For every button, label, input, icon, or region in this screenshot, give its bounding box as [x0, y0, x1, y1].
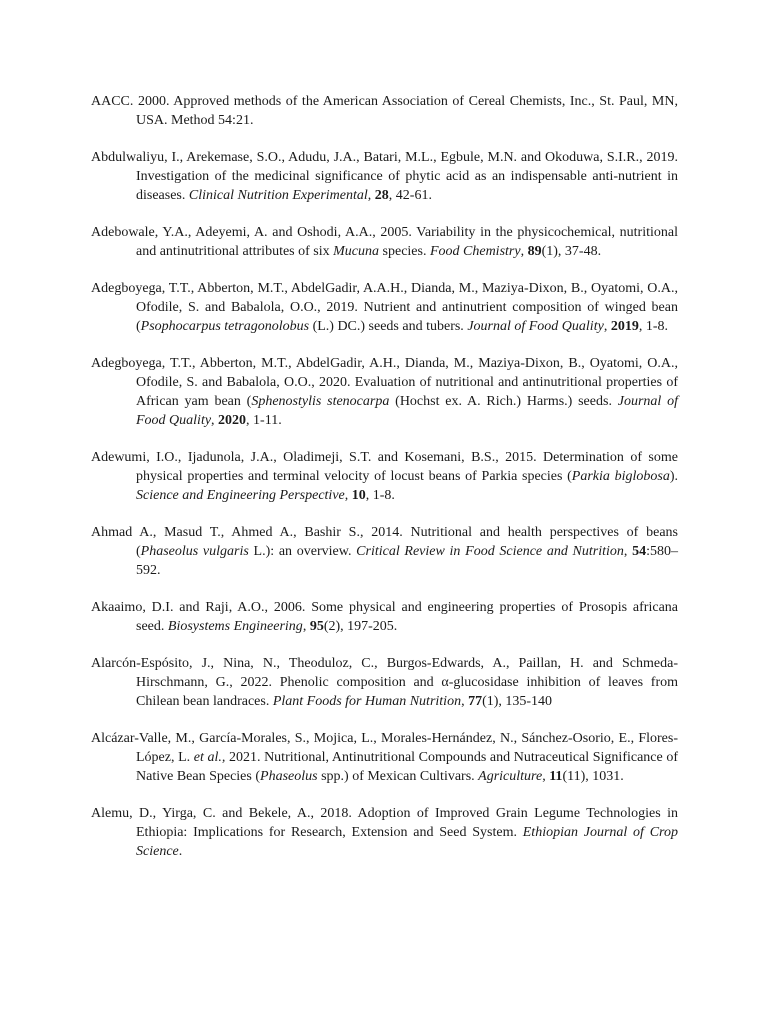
- reference-text: ,: [344, 488, 352, 504]
- reference-text: ,: [542, 769, 550, 784]
- italic-text: Ethiopian Journal of Crop Science: [136, 824, 678, 859]
- reference-text: ,: [520, 244, 528, 259]
- bold-text: 2020: [218, 413, 247, 429]
- reference-entry: [91, 92, 678, 130]
- italic-text: Phaseolus: [260, 769, 318, 784]
- italic-text: Psophocarpus tetragonolobus: [140, 319, 310, 334]
- reference-entry: [91, 279, 678, 337]
- reference-text: , 1-8.: [638, 319, 668, 334]
- italic-text: Critical Review in Food Science and Nutrition: [356, 544, 624, 559]
- reference-text: ,: [623, 544, 633, 559]
- reference-text: Ahmad A., Masud T., Ahmed A., Bashir S., 2014. Nutritional and health perspectives of beans (: [91, 524, 678, 559]
- reference-text: :580–592.: [136, 544, 679, 579]
- reference-text: ).: [669, 469, 678, 484]
- reference-text: ,: [461, 694, 469, 709]
- reference-text: species.: [379, 244, 430, 259]
- reference-text: Adegboyega, T.T., Abberton, M.T., AbdelGadir, A.A.H., Dianda, M., Maziya-Dixon, B., Oyatomi, O.A., Ofodile, S. and Babalola, O.O., 2019. Nutrient and antinutrient composition of winged bean (: [91, 280, 678, 334]
- italic-text: Journal of Food Quality: [467, 319, 604, 334]
- reference-text: (Hochst ex. A. Rich.) Harms.) seeds.: [389, 394, 618, 409]
- italic-text: Journal of Food Quality: [136, 394, 678, 429]
- italic-text: Plant Foods for Human Nutrition: [272, 694, 462, 709]
- italic-text: et al.,: [193, 749, 226, 765]
- bold-text: 89: [527, 244, 542, 259]
- reference-text: AACC. 2000. Approved methods of the American Association of Cereal Chemists, Inc., St. Paul, MN, USA. Method 54:21.: [91, 94, 678, 129]
- reference-text: , 1-8.: [365, 488, 395, 504]
- reference-text: spp.) of Mexican Cultivars.: [317, 769, 479, 784]
- reference-text: ,: [302, 619, 310, 634]
- reference-text: L.): an overview.: [248, 544, 357, 559]
- reference-text: (11), 1031.: [562, 769, 624, 784]
- reference-text: Akaaimo, D.I. and Raji, A.O., 2006. Some physical and engineering properties of Prosopis africana seed.: [91, 599, 678, 634]
- reference-entry: [91, 598, 678, 636]
- reference-text: 2021. Nutritional, Antinutritional Compounds and Nutraceutical Significance of Native Bean Species (: [136, 749, 679, 784]
- reference-text: ,: [367, 188, 375, 204]
- reference-text: Adewumi, I.O., Ijadunola, J.A., Oladimeji, S.T. and Kosemani, B.S., 2015. Determination of some physical properties and terminal velocity of locust beans of Parkia species (: [91, 449, 678, 484]
- bold-text: 10: [351, 488, 366, 504]
- bold-text: 2019: [610, 319, 639, 334]
- reference-entry: [91, 448, 678, 506]
- reference-text: (1), 135-140: [482, 694, 553, 709]
- reference-entry: [91, 148, 678, 206]
- italic-text: Agriculture: [478, 769, 543, 784]
- bold-text: 77: [468, 694, 483, 709]
- reference-text: Adebowale, Y.A., Adeyemi, A. and Oshodi, A.A., 2005. Variability in the physicochemical, nutritional and antinutritional attributes of six: [91, 224, 678, 259]
- bold-text: 95: [309, 619, 324, 634]
- reference-entry: [91, 729, 678, 787]
- bold-text: 54: [632, 544, 647, 559]
- reference-text: .: [178, 844, 183, 859]
- reference-list: [91, 92, 678, 879]
- italic-text: Clinical Nutrition Experimental: [188, 188, 368, 204]
- reference-text: Alcázar-Valle, M., García-Morales, S., Mojica, L., Morales-Hernández, N., Sánchez-Osorio, E., Flores-López, L.: [91, 730, 678, 765]
- reference-entry: [91, 523, 678, 581]
- bold-text: 11: [549, 769, 563, 784]
- reference-text: (1), 37-48.: [541, 244, 602, 259]
- reference-text: , 1-11.: [246, 413, 282, 429]
- reference-entry: [91, 223, 678, 261]
- reference-text: Alarcón-Espósito, J., Nina, N., Theoduloz, C., Burgos-Edwards, A., Paillan, H. and Schmeda-Hirschmann, G., 2022. Phenolic composition and α-glucosidase inhibition of leaves from Chilean bean landraces.: [91, 655, 678, 709]
- italic-text: Parkia biglobosa: [571, 469, 670, 484]
- italic-text: Science and Engineering Perspective: [136, 488, 345, 504]
- reference-text: Alemu, D., Yirga, C. and Bekele, A., 2018. Adoption of Improved Grain Legume Technologies in Ethiopia: Implications for Research, Extension and Seed System.: [91, 805, 678, 840]
- reference-entry: [91, 654, 678, 712]
- reference-text: ,: [603, 319, 611, 334]
- reference-text: (L.) DC.) seeds and tubers.: [309, 319, 468, 334]
- italic-text: Food Chemistry: [429, 244, 521, 259]
- reference-text: , 42-61.: [388, 188, 432, 204]
- reference-entry: [91, 354, 678, 431]
- italic-text: Mucuna: [333, 244, 380, 259]
- reference-entry: [91, 804, 678, 862]
- reference-text: Abdulwaliyu, I., Arekemase, S.O., Adudu, J.A., Batari, M.L., Egbule, M.N. and Okoduwa, S.I.R., 2019. Investigation of the medicinal significance of phytic acid as an indispensable anti-nutrient in diseases.: [91, 149, 678, 204]
- reference-text: Adegboyega, T.T., Abberton, M.T., AbdelGadir, A.H., Dianda, M., Maziya-Dixon, B., Oyatomi, O.A., Ofodile, S. and Babalola, O.O., 2020. Evaluation of nutritional and antinutritional properties of African yam bean (: [91, 355, 678, 409]
- reference-text: (2), 197-205.: [323, 619, 398, 634]
- italic-text: Biosystems Engineering: [167, 619, 303, 634]
- italic-text: Sphenostylis stenocarpa: [251, 394, 390, 409]
- reference-text: ,: [211, 413, 219, 429]
- bold-text: 28: [374, 188, 389, 204]
- italic-text: Phaseolus vulgaris: [140, 544, 249, 559]
